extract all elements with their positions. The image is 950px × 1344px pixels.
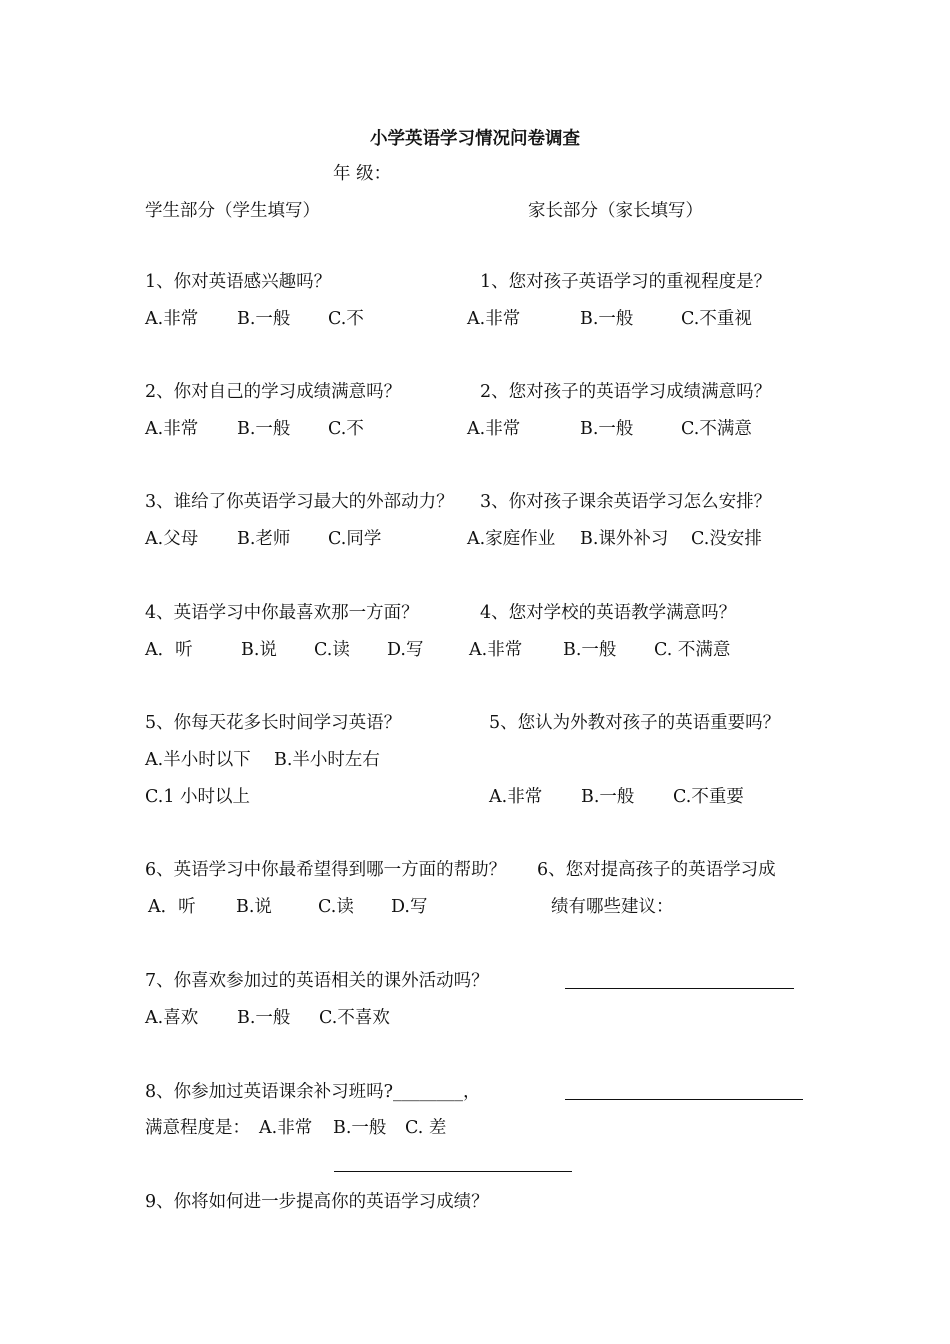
student-q4: 4、英语学习中你最喜欢那一方面？	[145, 603, 419, 623]
student-q8: 8、你参加过英语课余补习班吗?________，	[145, 1082, 481, 1102]
parent-section-header: 家长部分（家长填写）	[528, 201, 703, 221]
parent-q4-option-c[interactable]: C. 不满意	[654, 640, 731, 660]
parent-q2-option-a[interactable]: A.非常	[467, 419, 521, 439]
parent-q2-option-c[interactable]: C.不满意	[681, 419, 752, 439]
parent-q5-option-b[interactable]: B.一般	[581, 787, 635, 807]
parent-q6-continued: 绩有哪些建议：	[551, 897, 674, 917]
student-q6-option-a[interactable]: A．听	[148, 897, 196, 917]
parent-q3-option-c[interactable]: C.没安排	[691, 529, 762, 549]
student-q2-option-c[interactable]: C.不	[328, 419, 364, 439]
student-q5: 5、你每天花多长时间学习英语？	[145, 713, 402, 733]
student-q1: 1、你对英语感兴趣吗？	[145, 272, 332, 292]
student-q5-option-b[interactable]: B.半小时左右	[274, 750, 380, 770]
student-q2: 2、你对自己的学习成绩满意吗？	[145, 382, 402, 402]
student-q2-option-b[interactable]: B.一般	[237, 419, 291, 439]
parent-q2: 2、您对孩子的英语学习成绩满意吗？	[480, 382, 772, 402]
student-q3-option-a[interactable]: A.父母	[145, 529, 199, 549]
student-q6-option-d[interactable]: D.写	[391, 897, 428, 917]
student-q4-option-c[interactable]: C.读	[314, 640, 350, 660]
student-q7-option-c[interactable]: C.不喜欢	[319, 1008, 390, 1028]
parent-q3-option-a[interactable]: A.家庭作业	[467, 529, 556, 549]
parent-q3: 3、你对孩子课余英语学习怎么安排？	[480, 492, 772, 512]
student-section-header: 学生部分（学生填写）	[145, 201, 320, 221]
student-q3: 3、谁给了你英语学习最大的外部动力？	[145, 492, 454, 512]
student-q4-option-a[interactable]: A．听	[145, 640, 193, 660]
student-q7: 7、你喜欢参加过的英语相关的课外活动吗？	[145, 971, 489, 991]
parent-q1-option-b[interactable]: B.一般	[580, 309, 634, 329]
student-q4-option-d[interactable]: D.写	[387, 640, 424, 660]
parent-q1-option-a[interactable]: A.非常	[467, 309, 521, 329]
student-q9: 9、你将如何进一步提高你的英语学习成绩？	[145, 1192, 489, 1212]
student-q8-option-b[interactable]: B.一般	[333, 1118, 387, 1138]
student-q8-satisfaction-label: 满意程度是：	[145, 1118, 250, 1138]
grade-label: 年 级：	[333, 164, 392, 184]
student-q5-option-a[interactable]: A.半小时以下	[145, 750, 251, 770]
page-title: 小学英语学习情况问卷调查	[370, 129, 580, 149]
parent-q1: 1、您对孩子英语学习的重视程度是？	[480, 272, 772, 292]
parent-q2-option-b[interactable]: B.一般	[580, 419, 634, 439]
parent-q1-option-c[interactable]: C.不重视	[681, 309, 752, 329]
student-q5-option-c[interactable]: C.1 小时以上	[145, 787, 251, 807]
parent-q3-option-b[interactable]: B.课外补习	[580, 529, 669, 549]
student-q6-option-c[interactable]: C.读	[318, 897, 354, 917]
student-q3-option-b[interactable]: B.老师	[237, 529, 291, 549]
student-q8-option-c[interactable]: C. 差	[405, 1118, 447, 1138]
student-q2-option-a[interactable]: A.非常	[145, 419, 199, 439]
student-q4-option-b[interactable]: B.说	[241, 640, 277, 660]
parent-suggestion-line-1[interactable]	[565, 988, 794, 989]
parent-q4-option-a[interactable]: A.非常	[469, 640, 523, 660]
parent-q6: 6、您对提高孩子的英语学习成	[537, 860, 776, 880]
parent-q5: 5、您认为外教对孩子的英语重要吗？	[489, 713, 781, 733]
parent-q5-option-c[interactable]: C.不重要	[673, 787, 744, 807]
student-q3-option-c[interactable]: C.同学	[328, 529, 382, 549]
parent-q4: 4、您对学校的英语教学满意吗？	[480, 603, 737, 623]
parent-q5-option-a[interactable]: A.非常	[489, 787, 543, 807]
student-q7-option-a[interactable]: A.喜欢	[145, 1008, 199, 1028]
student-q8-option-a[interactable]: A.非常	[259, 1118, 313, 1138]
student-q6: 6、英语学习中你最希望得到哪一方面的帮助？	[145, 860, 507, 880]
student-q1-option-b[interactable]: B.一般	[237, 309, 291, 329]
parent-suggestion-line-2[interactable]	[565, 1099, 803, 1100]
student-q6-option-b[interactable]: B.说	[236, 897, 272, 917]
parent-q4-option-b[interactable]: B.一般	[563, 640, 617, 660]
student-q1-option-c[interactable]: C.不	[328, 309, 364, 329]
student-q1-option-a[interactable]: A.非常	[145, 309, 199, 329]
parent-suggestion-line-3[interactable]	[334, 1171, 572, 1172]
student-q7-option-b[interactable]: B.一般	[237, 1008, 291, 1028]
